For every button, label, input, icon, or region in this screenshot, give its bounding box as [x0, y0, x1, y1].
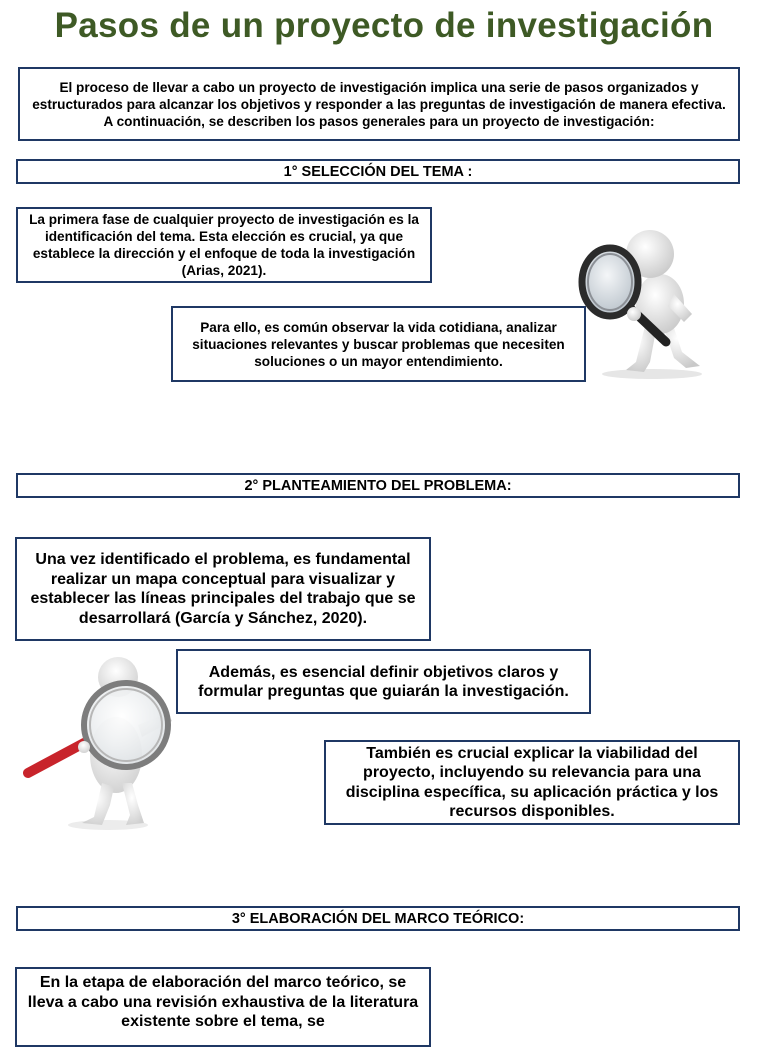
- intro-text: El proceso de llevar a cabo un proyecto de investigación implica una serie de pasos organizados y estructurados para alcanzar los objetivos y responder a las preguntas de investigación de manera efectiva. A continuación, se describen los pasos generales para un proyecto de investigación:: [32, 79, 726, 129]
- section2-paragraph-2: Además, es esencial definir objetivos claros y formular preguntas que guiarán la investigación.: [176, 649, 591, 714]
- section2-paragraph-1: Una vez identificado el problema, es fundamental realizar un mapa conceptual para visualizar y establecer las líneas principales del trabajo que se desarrollará (García y Sánchez, 2020).: [15, 537, 431, 641]
- magnifier-figure-2: [18, 655, 183, 835]
- section1-paragraph-2: Para ello, es común observar la vida cotidiana, analizar situaciones relevantes y buscar problemas que necesiten soluciones o un mayor entendimiento.: [171, 306, 586, 382]
- section-heading-1: 1° SELECCIÓN DEL TEMA :: [16, 159, 740, 184]
- magnifier-figure-1: [574, 222, 714, 382]
- page-title: Pasos de un proyecto de investigación: [54, 6, 714, 45]
- section1-paragraph-1: La primera fase de cualquier proyecto de investigación es la identificación del tema. Esta elección es crucial, ya que establece la dirección y el enfoque de toda la investigación (Arias, 2021).: [16, 207, 432, 283]
- section3-paragraph-1: En la etapa de elaboración del marco teórico, se lleva a cabo una revisión exhaustiva de la literatura existente sobre el tema, se: [15, 967, 431, 1047]
- intro-box: [18, 67, 740, 141]
- section-heading-2: 2° PLANTEAMIENTO DEL PROBLEMA:: [16, 473, 740, 498]
- section-heading-3: 3° ELABORACIÓN DEL MARCO TEÓRICO:: [16, 906, 740, 931]
- section2-paragraph-3: También es crucial explicar la viabilidad del proyecto, incluyendo su relevancia para una disciplina específica, su aplicación práctica y los recursos disponibles.: [324, 740, 740, 825]
